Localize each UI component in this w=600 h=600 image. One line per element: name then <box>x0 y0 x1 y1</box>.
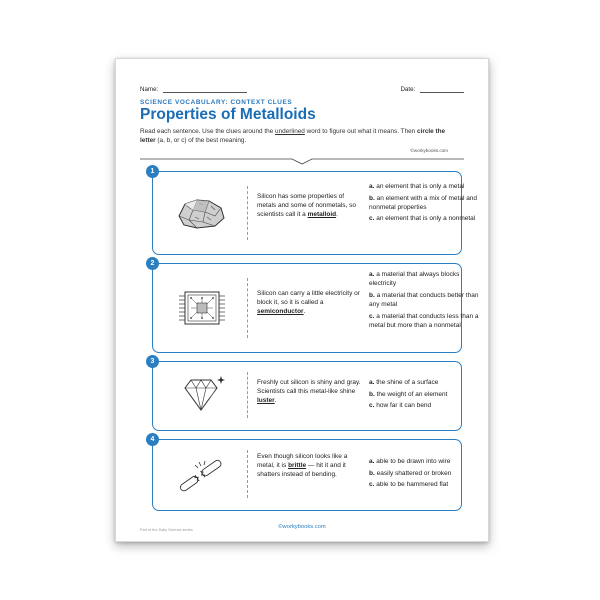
rock-icon <box>171 192 231 232</box>
question-number-badge: 1 <box>146 165 159 178</box>
worksheet-kicker: SCIENCE VOCABULARY: CONTEXT CLUES <box>140 99 293 106</box>
option-text: an element with a mix of metal and nonmetal properties <box>369 194 478 211</box>
option-b[interactable] <box>369 390 481 399</box>
answer-options <box>369 270 481 332</box>
vocab-word: luster <box>257 397 275 405</box>
instructions-text-2: word to figure out what it means. Then <box>304 128 418 135</box>
option-c[interactable] <box>369 312 481 330</box>
option-letter: c. <box>369 481 375 489</box>
option-a[interactable] <box>369 378 481 387</box>
question-sentence <box>257 192 365 220</box>
option-letter: b. <box>369 390 375 398</box>
sentence-text: Even though silicon looks like a metal, it is <box>257 453 348 470</box>
sentence-text: Silicon can carry a little electricity or block it, so it is called a <box>257 290 360 307</box>
answer-options <box>369 457 481 492</box>
question-card-3 <box>150 358 462 431</box>
date-field <box>400 85 464 93</box>
instructions-text-1: Read each sentence. Use the clues around the <box>140 128 276 135</box>
question-card-1 <box>150 168 478 255</box>
card-separator <box>247 450 248 498</box>
sentence-end: — hit it and it shatters instead of bending. <box>257 462 346 479</box>
question-sentence <box>257 289 365 317</box>
question-sentence <box>257 452 365 480</box>
footer-site: ©workybooks.com <box>278 524 326 530</box>
sentence-text: Freshly cut silicon is shiny and gray. Scientists call this metal-like shine <box>257 379 361 396</box>
option-text: an element that is only a nonmetal <box>376 215 476 223</box>
option-letter: a. <box>369 183 375 190</box>
section-divider <box>140 157 464 165</box>
card-separator <box>247 372 248 418</box>
option-letter: c. <box>369 312 375 320</box>
option-letter: b. <box>369 469 375 477</box>
option-letter: a. <box>369 458 375 465</box>
date-line <box>420 85 464 93</box>
name-line <box>163 85 247 93</box>
option-text: the shine of a surface <box>376 379 439 386</box>
option-a[interactable] <box>369 182 481 191</box>
option-b[interactable] <box>369 291 481 309</box>
credit-text: ©workybooks.com <box>410 148 448 153</box>
worksheet-page <box>115 58 489 542</box>
sentence-end: . <box>274 397 277 405</box>
question-number-badge: 2 <box>146 257 159 270</box>
vocab-word: brittle <box>288 462 307 470</box>
option-letter: a. <box>369 379 375 386</box>
question-number-badge: 4 <box>146 433 159 446</box>
option-text: a material that conducts less than a metal but more than a nonmetal <box>369 312 479 329</box>
option-c[interactable] <box>369 401 481 410</box>
option-b[interactable] <box>369 194 481 212</box>
instructions-underlined: underlined <box>275 128 305 135</box>
footer-series: Part of the Daily Science series <box>140 528 193 532</box>
broken-rod-icon <box>171 456 231 496</box>
option-text: able to be drawn into wire <box>376 458 451 465</box>
option-text: a material that always blocks electricity <box>369 271 460 288</box>
option-c[interactable] <box>369 214 481 223</box>
question-card-4 <box>150 436 462 511</box>
date-label: Date: <box>400 86 416 93</box>
question-number-badge: 3 <box>146 355 159 368</box>
answer-options <box>369 182 481 226</box>
instructions <box>140 127 460 145</box>
option-text: able to be hammered flat <box>376 481 449 489</box>
vocab-word: metalloid <box>307 211 337 219</box>
option-text: easily shattered or broken <box>376 469 452 477</box>
option-letter: c. <box>369 215 375 223</box>
option-letter: c. <box>369 402 375 410</box>
option-letter: b. <box>369 194 375 202</box>
option-text: the weight of an element <box>376 390 448 398</box>
microchip-icon <box>171 288 231 328</box>
option-text: an element that is only a metal <box>376 183 465 190</box>
card-separator <box>247 186 248 240</box>
option-a[interactable] <box>369 270 481 288</box>
name-date-row <box>140 85 464 95</box>
option-text: how far it can bend <box>376 402 432 410</box>
option-b[interactable] <box>369 469 481 478</box>
option-a[interactable] <box>369 457 481 466</box>
sentence-text: Silicon has some properties of metals and some of nonmetals, so scientists call it a <box>257 193 356 219</box>
sentence-end: . <box>336 211 338 219</box>
sentence-end: . <box>303 308 306 316</box>
answer-options <box>369 378 481 413</box>
question-card-2 <box>150 260 479 353</box>
instructions-bold: circle the letter <box>140 128 446 145</box>
option-c[interactable] <box>369 480 481 489</box>
instructions-text-3: (a, b, or c) of the best meaning. <box>155 137 247 145</box>
name-label: Name: <box>140 86 159 93</box>
vocab-word: semiconductor <box>257 308 304 316</box>
option-letter: a. <box>369 271 375 278</box>
diamond-icon <box>171 374 231 414</box>
option-text: a material that conducts better than any metal <box>369 291 479 308</box>
card-separator <box>247 278 248 338</box>
page-title: Properties of Metalloids <box>140 106 316 123</box>
question-sentence <box>257 378 365 406</box>
option-letter: b. <box>369 291 375 299</box>
